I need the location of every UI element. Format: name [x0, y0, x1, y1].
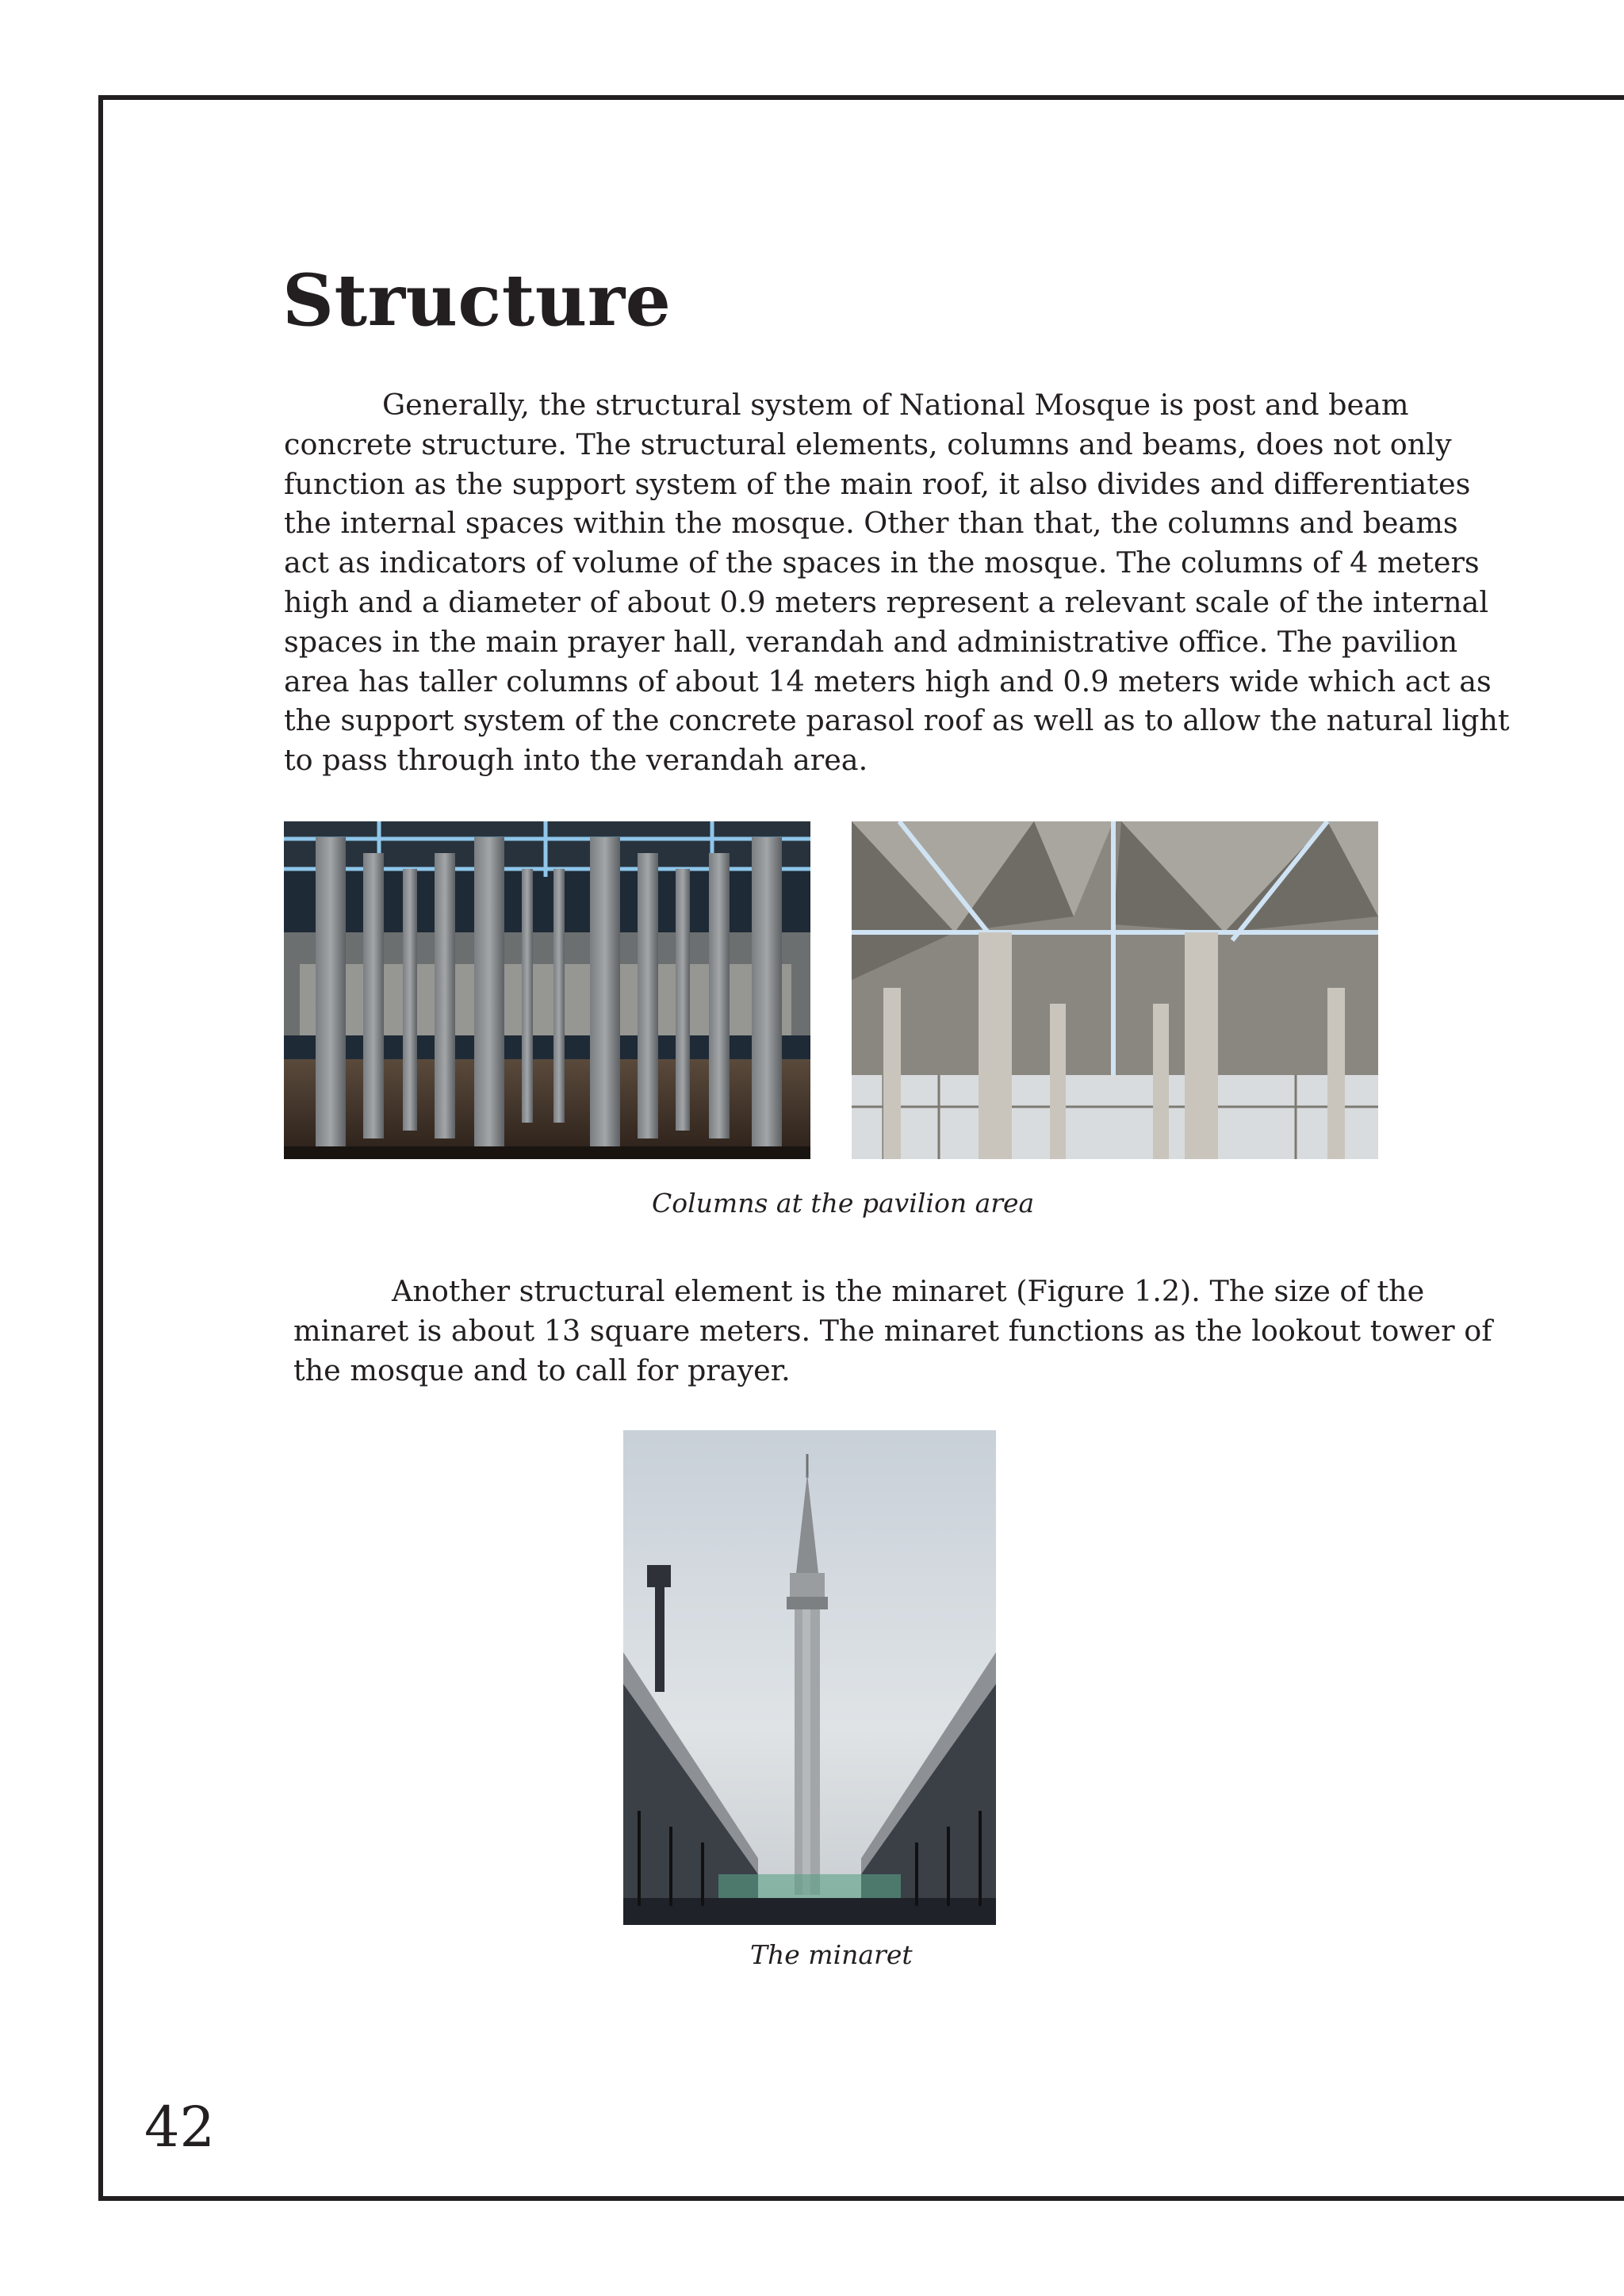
paragraph-line: concrete structure. The structural elements, columns and beams, does not only	[284, 427, 1452, 461]
paragraph-line: function as the support system of the main roof, it also divides and differentiates	[284, 466, 1471, 501]
paragraph-line: area has taller columns of about 14 meters high and 0.9 meters wide which act as	[284, 664, 1492, 698]
page-number: 42	[144, 2095, 216, 2160]
paragraph-line: high and a diameter of about 0.9 meters represent a relevant scale of the internal	[284, 584, 1488, 619]
paragraph-line: the internal spaces within the mosque. Other than that, the columns and beams	[284, 506, 1458, 541]
structure-paragraph	[284, 385, 1510, 780]
minaret-paragraph	[293, 1272, 1492, 1390]
paragraph-line: Another structural element is the minaret (Figure 1.2). The size of the	[392, 1274, 1425, 1308]
paragraph-line: the support system of the concrete parasol roof as well as to allow the natural light	[284, 703, 1510, 738]
paragraph-line: the mosque and to call for prayer.	[293, 1353, 791, 1387]
paragraph-line: Generally, the structural system of National Mosque is post and beam	[382, 388, 1409, 422]
section-title: Structure	[282, 258, 672, 342]
paragraph-line: act as indicators of volume of the spaces in the mosque. The columns of 4 meters	[284, 545, 1480, 580]
pavilion-columns-photo-left	[284, 821, 810, 1159]
pavilion-columns-photo-right	[852, 821, 1378, 1159]
minaret-photo	[623, 1430, 996, 1925]
paragraph-line: spaces in the main prayer hall, verandah and administrative office. The pavilion	[284, 624, 1458, 659]
figure-caption: Columns at the pavilion area	[652, 1188, 1035, 1219]
figure-caption: The minaret	[750, 1939, 913, 1970]
paragraph-line: minaret is about 13 square meters. The minaret functions as the lookout tower of	[293, 1313, 1492, 1348]
paragraph-line: to pass through into the verandah area.	[284, 743, 868, 778]
